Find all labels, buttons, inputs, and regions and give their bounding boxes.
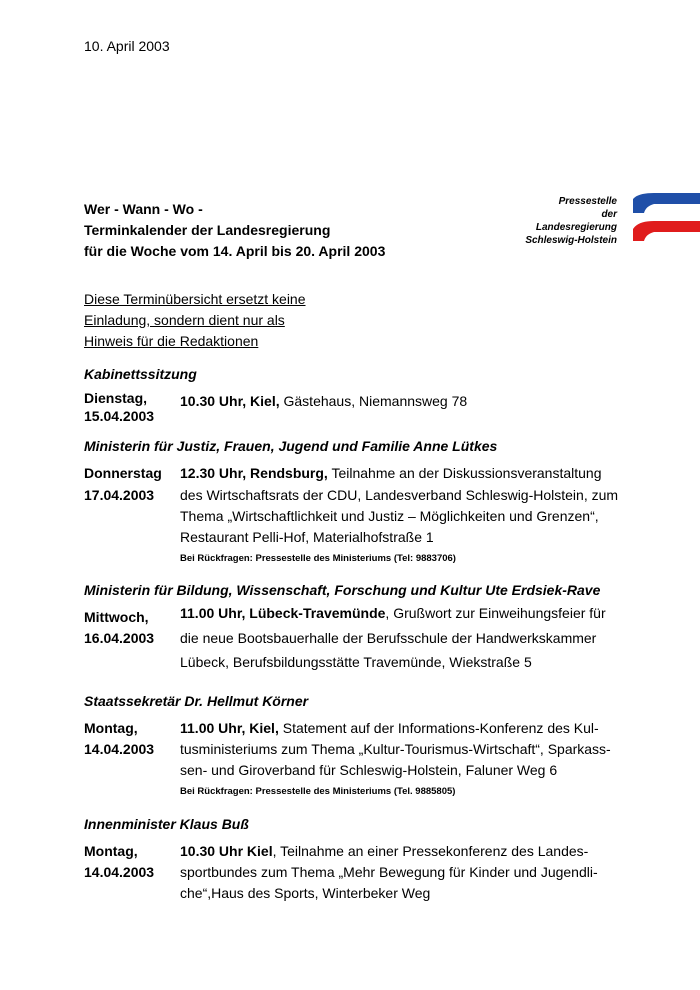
appointment-time: 12.30 Uhr, Rendsburg, <box>180 465 328 481</box>
appointment-day: Montag, <box>84 843 138 859</box>
appointment-day: Donnerstag <box>84 465 162 481</box>
appointment-time: 10.30 Uhr, Kiel, <box>180 393 280 409</box>
appointment-text-line: Restaurant Pelli-Hof, Materialhofstraße 1 <box>180 529 434 545</box>
appointment-location: Gästehaus, Niemannsweg 78 <box>279 393 468 409</box>
appointment-time: 11.00 Uhr, Lübeck-Travemünde <box>180 605 386 621</box>
appointment-text <box>180 843 588 859</box>
appointment-date: 14.04.2003 <box>84 741 155 757</box>
note-line-3: Hinweis für die Redaktionen <box>84 333 259 349</box>
logo-line-3: Landesregierung <box>535 222 617 233</box>
appointment-date: 14.04.2003 <box>84 864 155 880</box>
appointment-date: 17.04.2003 <box>84 487 155 503</box>
logo-text <box>457 195 617 247</box>
contact-note: Bei Rückfragen: Pressestelle des Ministeriums (Tel: 9883706) <box>180 553 456 564</box>
appointment-description: Statement auf der Informations-Konferenz des Kul- <box>278 720 599 736</box>
appointment-description: , Teilnahme an einer Pressekonferenz des Landes- <box>272 843 589 859</box>
title-line-1: Wer - Wann - Wo - <box>84 201 203 217</box>
appointment-text-line: Thema „Wirtschaftlichkeit und Justiz – Möglichkeiten und Grenzen“, <box>180 508 599 524</box>
section-heading: Staatssekretär Dr. Hellmut Körner <box>84 693 309 709</box>
title-line-2: Terminkalender der Landesregierung <box>84 222 331 238</box>
section-heading: Ministerin für Justiz, Frauen, Jugend und Familie Anne Lütkes <box>84 438 498 454</box>
appointment-text-line: sen- und Giroverband für Schleswig-Holstein, Faluner Weg 6 <box>180 762 558 778</box>
appointment-text <box>180 605 606 621</box>
appointment-text-line: die neue Bootsbauerhalle der Berufsschule der Handwerkskammer <box>180 630 597 646</box>
appointment-day: Mittwoch, <box>84 609 149 625</box>
note-line-2: Einladung, sondern dient nur als <box>84 312 285 328</box>
appointment-date: 15.04.2003 <box>84 408 155 424</box>
appointment-text-line: sportbundes zum Thema „Mehr Bewegung für Kinder und Jugendli- <box>180 864 598 880</box>
appointment-text-line: tusministeriums zum Thema „Kultur-Tourismus-Wirtschaft“, Sparkass- <box>180 741 611 757</box>
schleswig-holstein-flag-logo-icon <box>632 193 700 243</box>
section-heading: Kabinettssitzung <box>84 366 197 382</box>
appointment-day: Montag, <box>84 720 138 736</box>
document-date: 10. April 2003 <box>84 38 170 54</box>
contact-note: Bei Rückfragen: Pressestelle des Ministeriums (Tel. 9885805) <box>180 786 456 797</box>
appointment-text <box>180 393 467 409</box>
logo-line-1: Pressestelle <box>558 196 617 207</box>
logo-line-2: der <box>601 209 617 220</box>
note-line-1: Diese Terminübersicht ersetzt keine <box>84 291 306 307</box>
appointment-time: 11.00 Uhr, Kiel, <box>180 720 279 736</box>
appointment-description: , Grußwort zur Einweihungsfeier für <box>385 605 606 621</box>
appointment-date: 16.04.2003 <box>84 630 155 646</box>
appointment-description: Teilnahme an der Diskussionsveranstaltung <box>327 465 602 481</box>
appointment-text-line: che“,Haus des Sports, Winterbeker Weg <box>180 885 431 901</box>
appointment-time: 10.30 Uhr Kiel <box>180 843 273 859</box>
section-heading: Ministerin für Bildung, Wissenschaft, Forschung und Kultur Ute Erdsiek-Rave <box>84 582 601 598</box>
appointment-text <box>180 465 602 481</box>
appointment-day: Dienstag, <box>84 390 148 406</box>
appointment-text <box>180 720 599 736</box>
logo-line-4: Schleswig-Holstein <box>525 235 617 246</box>
appointment-text-line: des Wirtschaftsrats der CDU, Landesverband Schleswig-Holstein, zum <box>180 487 619 503</box>
appointment-text-line: Lübeck, Berufsbildungsstätte Travemünde, Wiekstraße 5 <box>180 654 532 670</box>
title-line-3: für die Woche vom 14. April bis 20. April 2003 <box>84 243 386 259</box>
section-heading: Innenminister Klaus Buß <box>84 816 249 832</box>
